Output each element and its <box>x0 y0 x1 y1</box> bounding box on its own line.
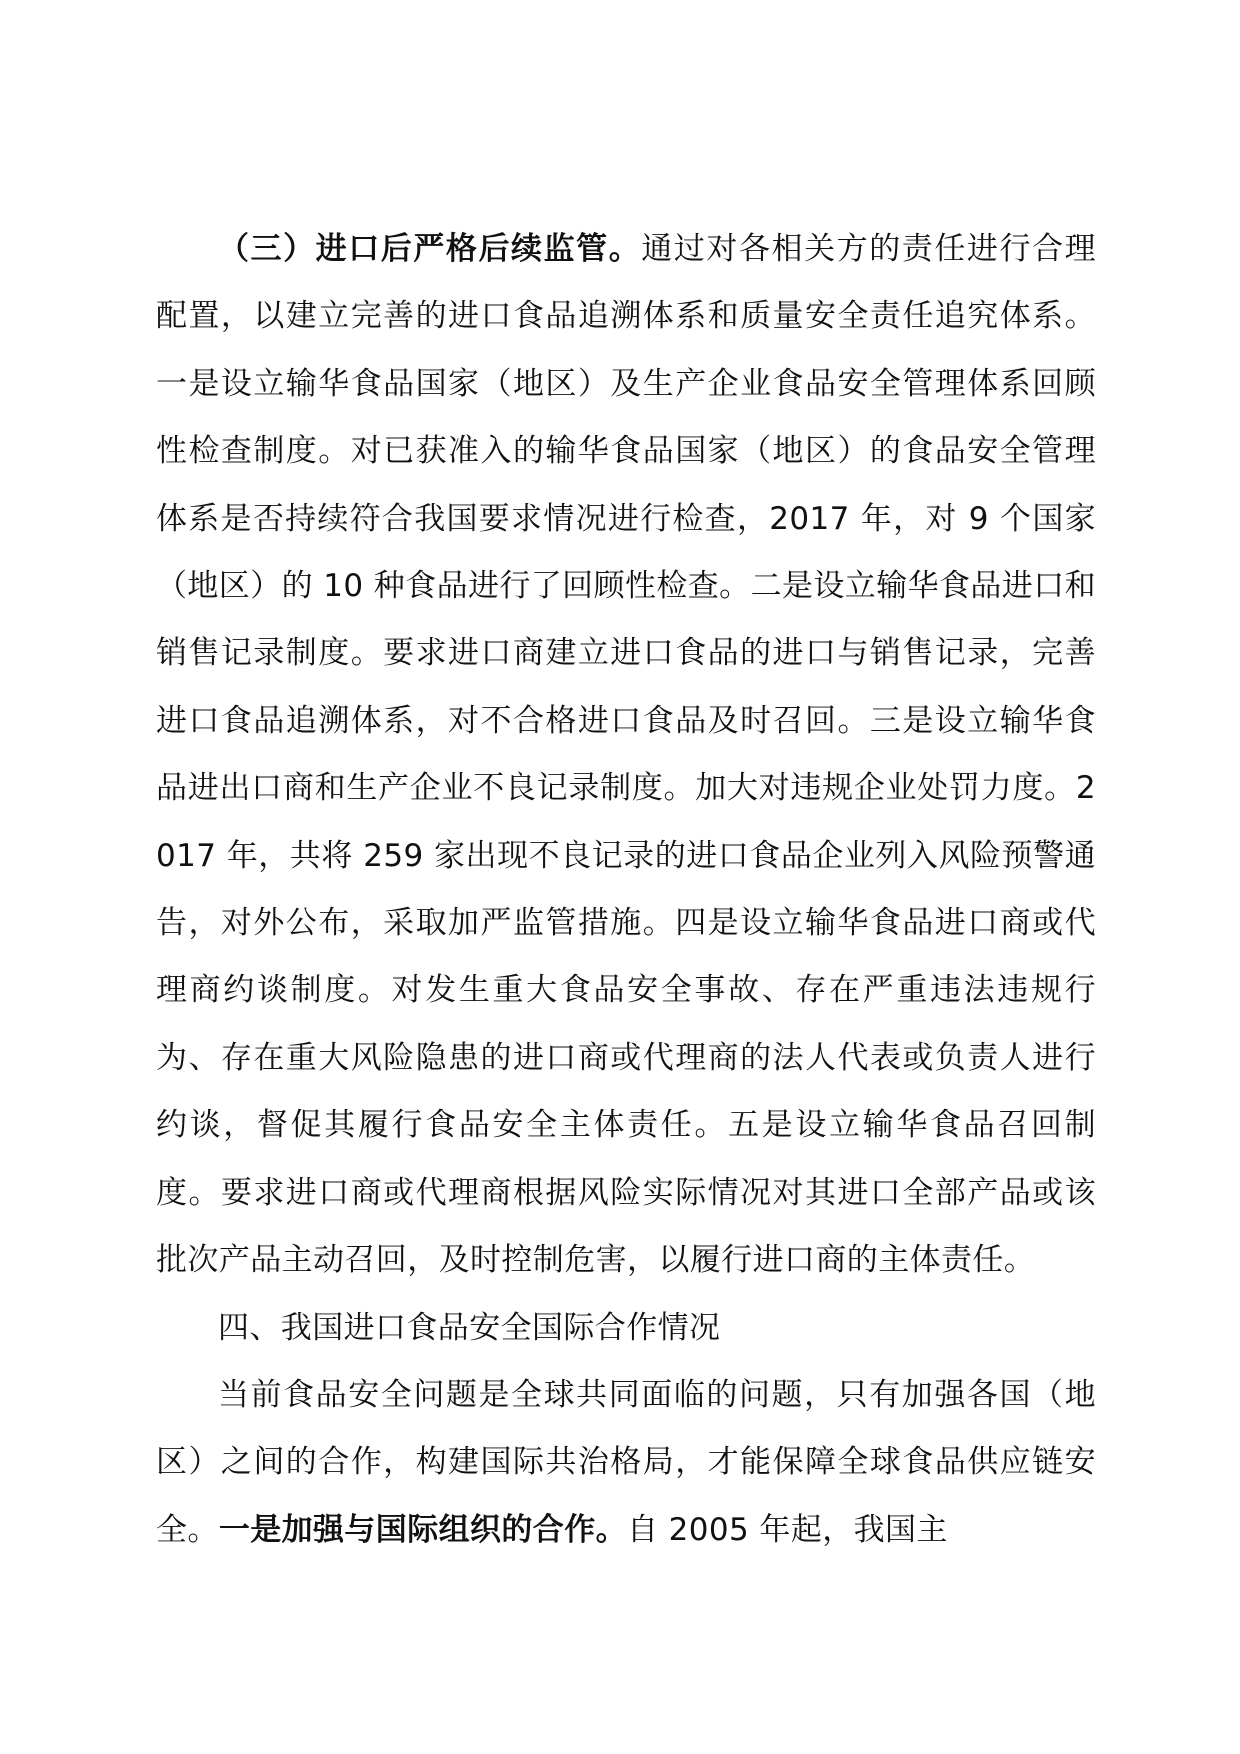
paragraph-text: 通过对各相关方的责任进行合理配置，以建立完善的进口食品追溯体系和质量安全责任追究体系。一是设立输华食品国家（地区）及生产企业食品安全管理体系回顾性检查制度。对已获准入的输华食品国家（地区）的食品安全管理体系是否持续符合我国要求情况进行检查，2017 年，对 9 个国家（地区）的 10 种食品进行了回顾性检查。二是设立输华食品进口和销售记录制度。要求进口商建立进口食品的进口与销售记录，完善进口食品追溯体系，对不合格进口食品及时召回。三是设立输华食品进出口商和生产企业不良记录制度。加大对违规企业处罚力度。2017 年，共将 259 家出现不良记录的进口食品企业列入风险预警通告，对外公布，采取加严监管措施。四是设立输华食品进口商或代理商约谈制度。对发生重大食品安全事故、存在严重违法违规行为、存在重大风险隐患的进口商或代理商的法人代表或负责人进行约谈，督促其履行食品安全主体责任。五是设立输华食品召回制度。要求进口商或代理商根据风险实际情况对其进口全部产品或该批次产品主动召回，及时控制危害，以履行进口商的主体责任。 <box>156 231 1096 1279</box>
section-heading: 四、我国进口食品安全国际合作情况 <box>218 1309 721 1346</box>
paragraph-supervision <box>156 216 1096 1295</box>
paragraph-bold-point: 一是加强与国际组织的合作。 <box>218 1511 628 1548</box>
document-body <box>156 216 1096 1564</box>
paragraph-text: 当前食品安全问题是全球共同面临的问题，只有加强各国（地区）之间的合作，构建国际共治格局，才能保障全球食品供应链安全。 <box>156 1376 1096 1548</box>
paragraph-text-continued: 自 2005 年起，我国主 <box>627 1511 948 1548</box>
paragraph-international-cooperation <box>156 1362 1096 1564</box>
paragraph-lead-heading: （三）进口后严格后续监管。 <box>218 231 642 267</box>
